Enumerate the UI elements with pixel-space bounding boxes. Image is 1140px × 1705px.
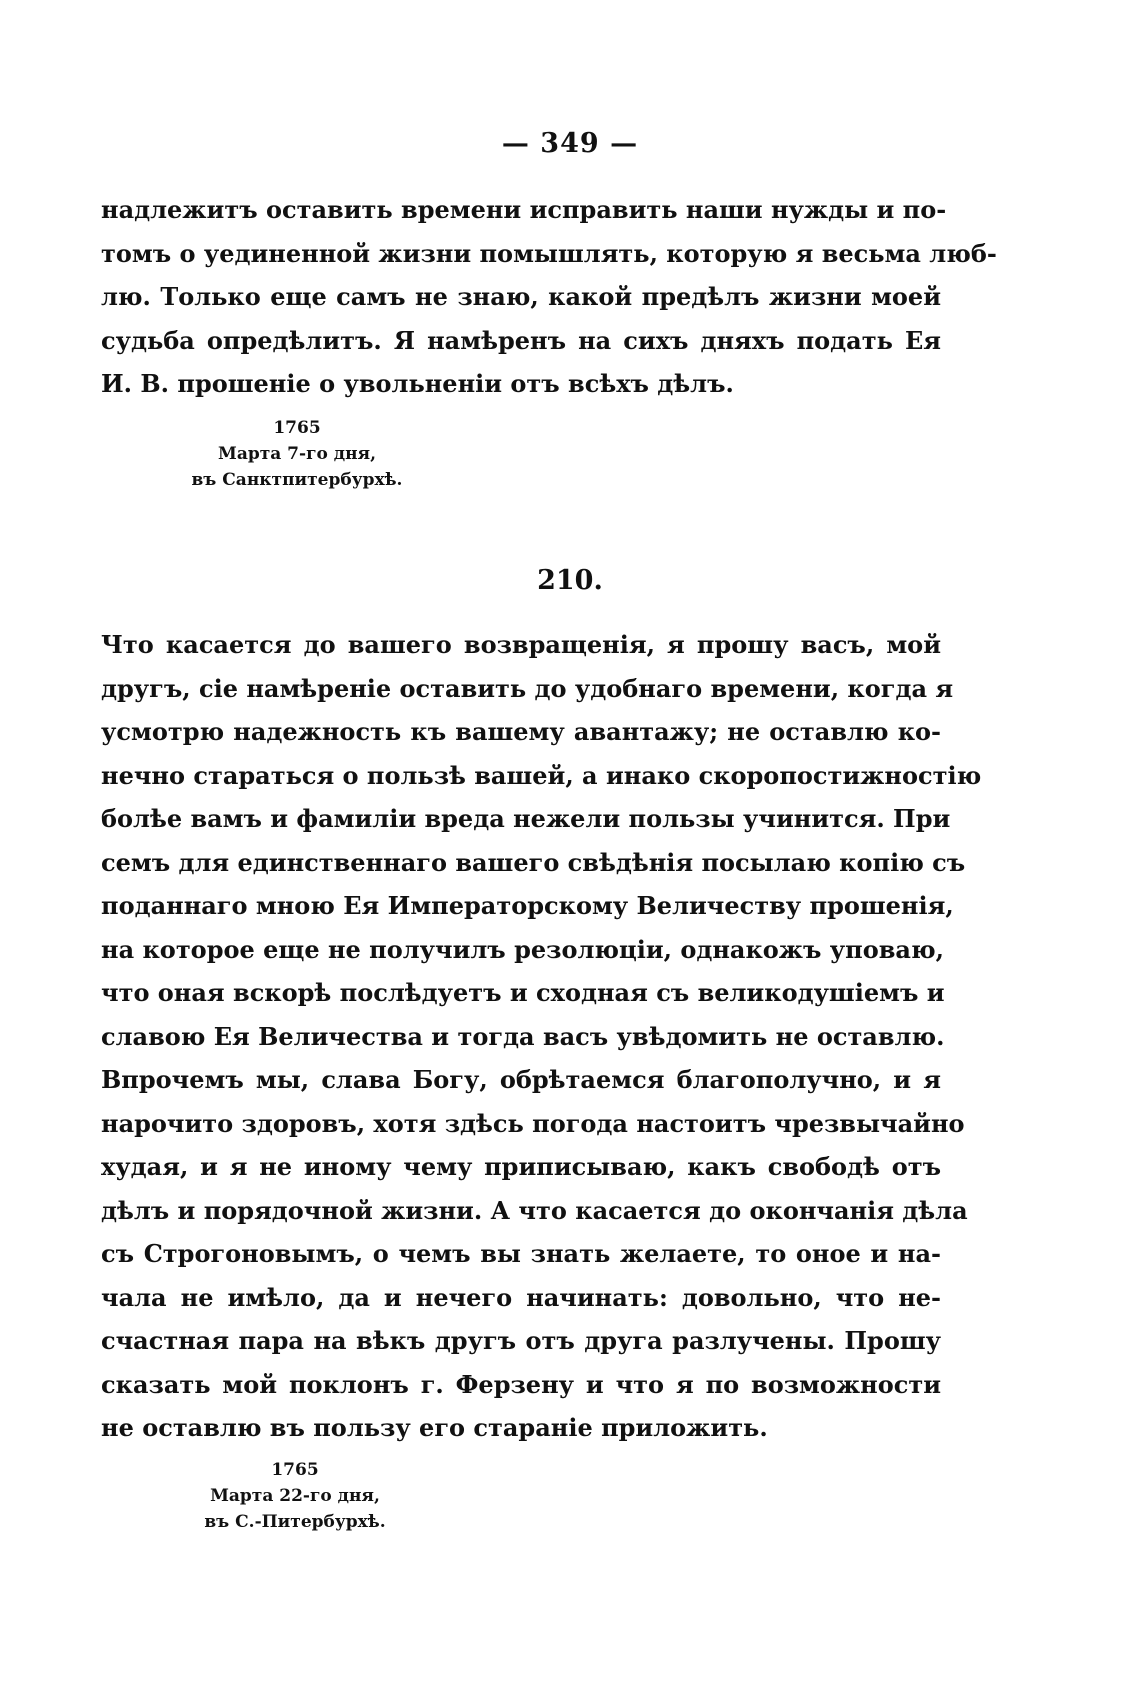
text-line: другъ, сіе намѣреніе оставить до удобнаго времени, когда я xyxy=(101,673,954,703)
text-line: славою Ея Величества и тогда васъ увѣдомить не оставлю. xyxy=(101,1021,945,1051)
text-line: болѣе вамъ и фамиліи вреда нежели пользы учинится. При xyxy=(101,804,951,833)
text-line: не оставлю въ пользу его стараніе приложить. xyxy=(101,1413,768,1442)
text-line: чала не имѣло, да и нечего начинать: довольно, что не- xyxy=(101,1282,941,1312)
text-line: худая, и я не иному чему приписываю, какъ свободѣ отъ xyxy=(101,1152,941,1181)
letter-210-signoff xyxy=(170,1457,420,1535)
text-line: нарочито здоровъ, хотя здѣсь погода настоитъ чрезвычайно xyxy=(101,1108,965,1138)
text-line: судьба опредѣлитъ. Я намѣренъ на сихъ дняхъ подать Ея xyxy=(101,325,941,355)
signoff-date: Марта 7-го дня, xyxy=(218,444,376,464)
text-line: что оная вскорѣ послѣдуетъ и сходная съ великодушіемъ и xyxy=(101,978,945,1007)
letter-209-ending xyxy=(101,188,997,406)
text-line: на которое еще не получилъ резолюціи, однакожъ уповаю, xyxy=(101,934,944,964)
text-line: нечно стараться о пользѣ вашей, а инако скоропостижностію xyxy=(101,760,982,790)
text-line: И. В. прошеніе о увольненіи отъ всѣхъ дѣлъ. xyxy=(101,369,734,398)
page-number: — 349 — xyxy=(501,128,639,159)
signoff-place: въ С.-Питербурхѣ. xyxy=(204,1512,386,1532)
text-line: томъ о уединенной жизни помышлять, которую я весьма люб- xyxy=(101,238,997,268)
text-line: надлежитъ оставить времени исправить наши нужды и по- xyxy=(101,195,947,224)
letter-210-body xyxy=(101,623,982,1450)
text-line: сказать мой поклонъ г. Ферзену и что я по возможности xyxy=(101,1369,941,1399)
text-line: Что касается до вашего возвращенія, я прошу васъ, мой xyxy=(101,630,941,659)
text-line: дѣлъ и порядочной жизни. А что касается до окончанія дѣла xyxy=(101,1195,968,1225)
signoff-year: 1765 xyxy=(273,418,321,438)
text-line: усмотрю надежность къ вашему авантажу; не оставлю ко- xyxy=(101,717,941,746)
signoff-year: 1765 xyxy=(271,1460,319,1480)
text-line: Впрочемъ мы, слава Богу, обрѣтаемся благополучно, и я xyxy=(101,1065,941,1094)
signoff-date: Марта 22-го дня, xyxy=(210,1486,380,1506)
signoff-place: въ Санктпитербурхѣ. xyxy=(191,470,403,490)
text-line: съ Строгоновымъ, о чемъ вы знать желаете, то оное и на- xyxy=(101,1239,941,1268)
text-line: семъ для единственнаго вашего свѣдѣнія посылаю копію съ xyxy=(101,847,966,877)
text-line: счастная пара на вѣкъ другъ отъ друга разлучены. Прошу xyxy=(101,1326,941,1355)
text-line: поданнаго мною Ея Императорскому Величеству прошенія, xyxy=(101,891,954,920)
letter-number: 210. xyxy=(537,565,603,596)
text-line: лю. Только еще самъ не знаю, какой предѣлъ жизни моей xyxy=(101,282,941,311)
letter-209-signoff xyxy=(172,415,422,493)
